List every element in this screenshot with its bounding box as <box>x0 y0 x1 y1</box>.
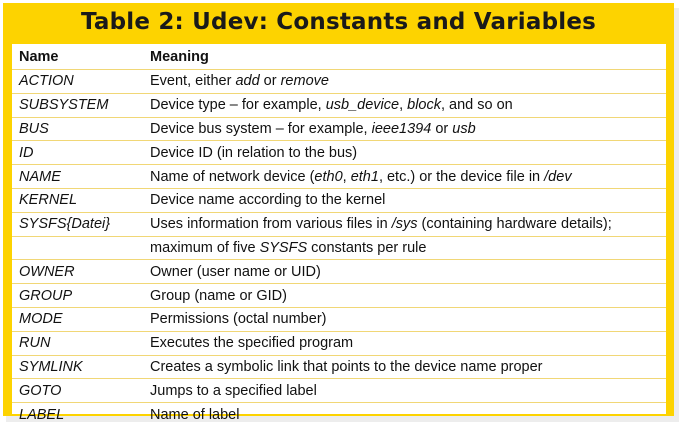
table-row-continuation <box>12 236 666 260</box>
row-meaning <box>147 403 666 426</box>
meaning-text: Device bus system – for example, <box>150 120 372 137</box>
table-frame <box>3 3 674 423</box>
table-row <box>12 379 666 403</box>
meaning-text: , <box>342 168 351 185</box>
meaning-text: Device type – for example, <box>150 97 326 114</box>
meaning-text: Name of network device ( <box>150 168 315 185</box>
udev-table <box>12 44 666 426</box>
table-row <box>12 355 666 379</box>
meaning-text: Owner (user name or UID) <box>150 263 321 280</box>
meaning-text: Name of label <box>150 406 240 423</box>
meaning-text: Uses information from various files in <box>150 216 392 233</box>
frame-shadow-right <box>674 8 679 422</box>
meaning-text: Permissions (octal number) <box>150 311 327 328</box>
row-meaning <box>147 212 666 236</box>
row-meaning <box>147 331 666 355</box>
row-name <box>12 236 147 260</box>
table-row <box>12 93 666 117</box>
row-name: MODE <box>12 307 147 331</box>
table-row <box>12 117 666 141</box>
row-meaning <box>147 93 666 117</box>
row-meaning <box>147 236 666 260</box>
meaning-text: Executes the specified program <box>150 335 354 352</box>
row-name: SUBSYSTEM <box>12 93 147 117</box>
table-row <box>12 141 666 165</box>
meaning-text: , and so on <box>440 97 513 114</box>
row-name: ACTION <box>12 70 147 94</box>
row-name: OWNER <box>12 260 147 284</box>
meaning-term: /dev <box>544 168 572 185</box>
table-row <box>12 188 666 212</box>
meaning-term: /sys <box>391 216 418 233</box>
row-name: RUN <box>12 331 147 355</box>
table-row <box>12 331 666 355</box>
row-meaning <box>147 307 666 331</box>
meaning-text: or <box>259 73 281 90</box>
meaning-term: add <box>235 73 260 90</box>
table-row <box>12 212 666 236</box>
meaning-term: eth0 <box>314 168 343 185</box>
table-row <box>12 260 666 284</box>
meaning-term: SYSFS <box>259 239 308 256</box>
meaning-text: (containing hardware details); <box>417 216 612 233</box>
row-name: KERNEL <box>12 188 147 212</box>
meaning-term: remove <box>280 73 329 90</box>
header-meaning: Meaning <box>147 44 666 70</box>
row-meaning <box>147 260 666 284</box>
row-meaning <box>147 379 666 403</box>
table-panel <box>12 44 666 423</box>
meaning-text: , <box>399 97 408 114</box>
meaning-text: Jumps to a specified label <box>150 382 317 399</box>
row-name: SYMLINK <box>12 355 147 379</box>
table-row <box>12 70 666 94</box>
row-meaning <box>147 117 666 141</box>
meaning-text: Group (name or GID) <box>150 287 287 304</box>
table-row <box>12 165 666 189</box>
meaning-term: usb_device <box>325 97 400 114</box>
meaning-text: Creates a symbolic link that points to the device name proper <box>150 358 543 375</box>
header-name: Name <box>12 44 147 70</box>
meaning-term: ieee1394 <box>371 120 432 137</box>
row-name: NAME <box>12 165 147 189</box>
row-meaning <box>147 165 666 189</box>
meaning-term: eth1 <box>350 168 379 185</box>
meaning-text: Device ID (in relation to the bus) <box>150 144 358 161</box>
row-name: BUS <box>12 117 147 141</box>
row-meaning <box>147 355 666 379</box>
row-name: LABEL <box>19 406 65 423</box>
row-meaning <box>147 141 666 165</box>
meaning-term: block <box>407 97 441 114</box>
table-row <box>12 307 666 331</box>
row-name: GOTO <box>12 379 147 403</box>
row-name: SYSFS{Datei} <box>12 212 147 236</box>
meaning-text: , etc.) or the device file in <box>378 168 545 185</box>
row-meaning <box>147 284 666 308</box>
meaning-term: usb <box>452 120 476 137</box>
row-name: ID <box>12 141 147 165</box>
row-meaning <box>147 70 666 94</box>
meaning-text: or <box>431 120 453 137</box>
meaning-text: maximum of five <box>150 239 260 256</box>
row-meaning <box>147 188 666 212</box>
table-row <box>12 284 666 308</box>
table-title: Table 2: Udev: Constants and Variables <box>80 9 597 35</box>
table-row <box>12 403 666 426</box>
row-name: GROUP <box>12 284 147 308</box>
meaning-text: constants per rule <box>307 239 427 256</box>
meaning-text: Event, either <box>150 73 236 90</box>
meaning-text: Device name according to the kernel <box>150 192 386 209</box>
header-row <box>12 44 666 70</box>
